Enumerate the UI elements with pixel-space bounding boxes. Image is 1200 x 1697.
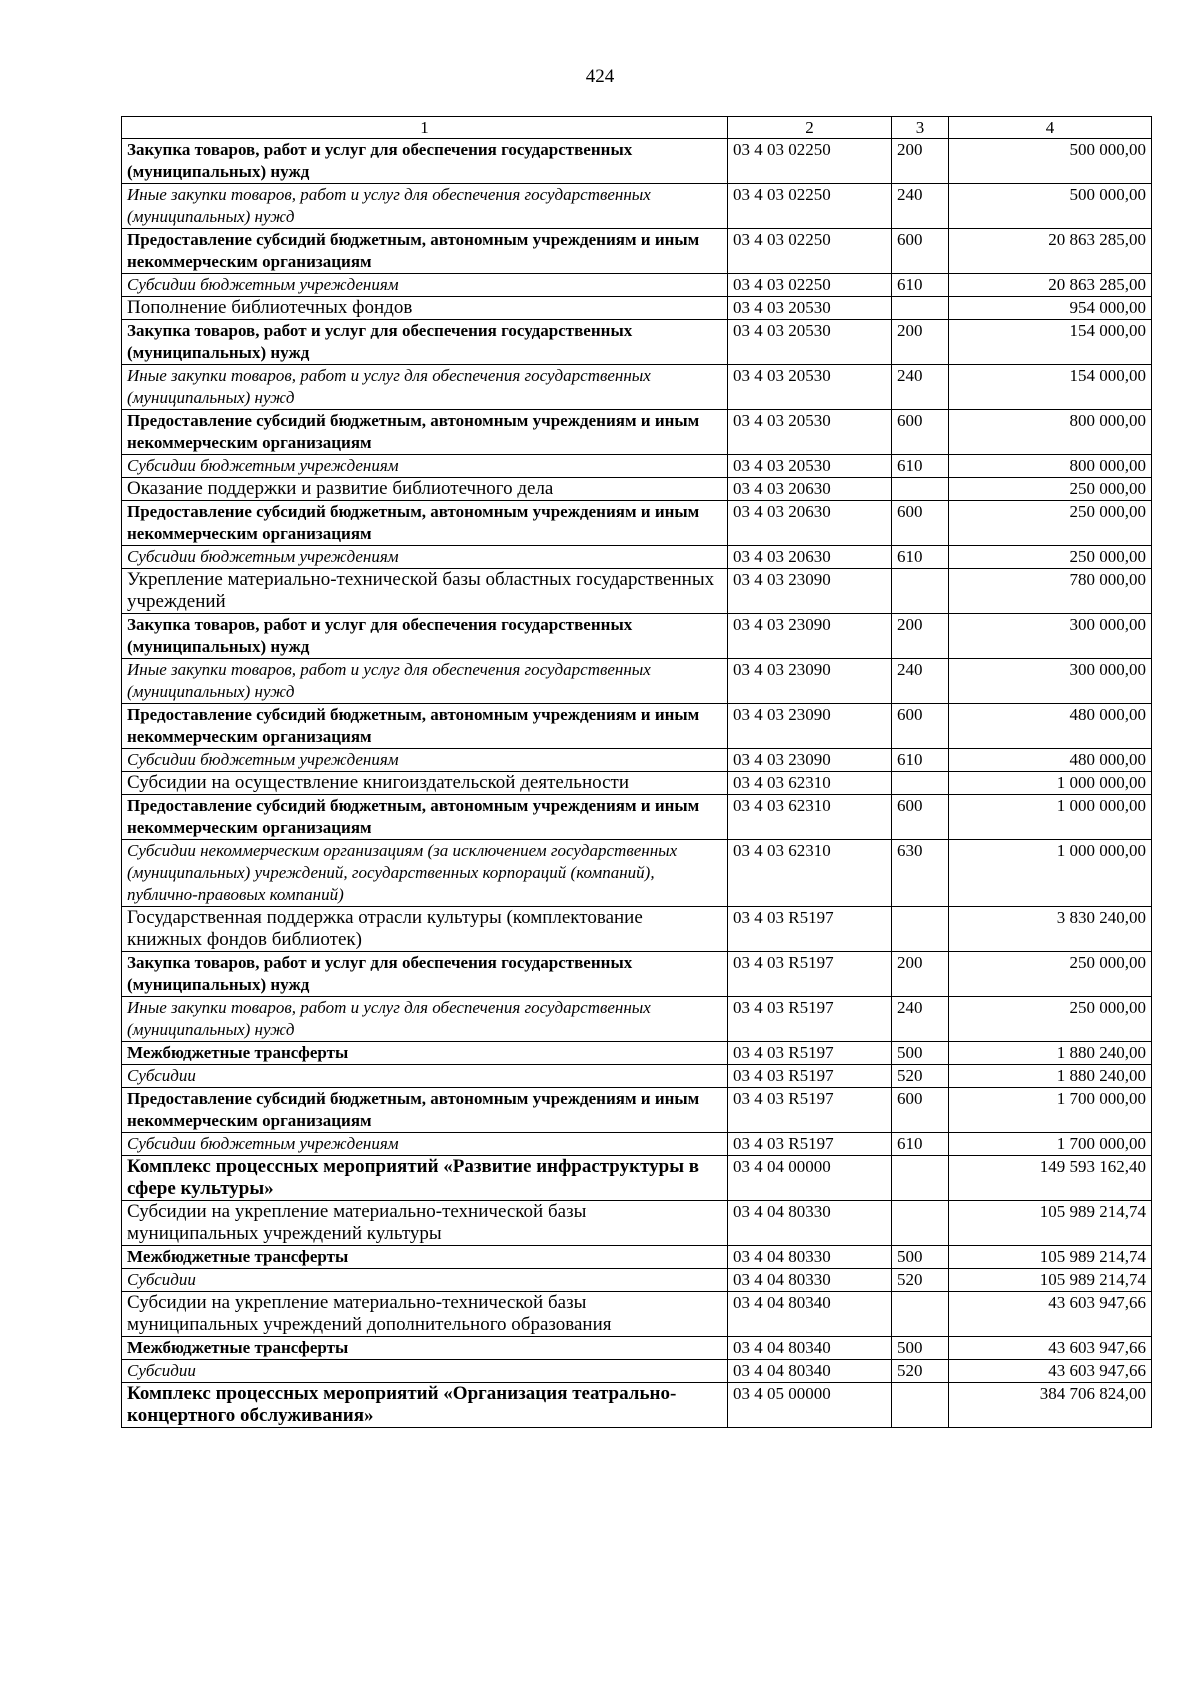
row-code-cell: 03 4 03 20630 xyxy=(728,501,892,546)
row-name-cell: Иные закупки товаров, работ и услуг для обеспечения государственных (муниципальных) нужд xyxy=(122,365,728,410)
row-name-cell: Комплекс процессных мероприятий «Развитие инфраструктуры в сфере культуры» xyxy=(122,1156,728,1201)
table-row xyxy=(122,772,1152,795)
row-name-cell: Субсидии xyxy=(122,1360,728,1383)
row-type-cell: 600 xyxy=(892,795,949,840)
table-row xyxy=(122,297,1152,320)
row-amount-cell: 43 603 947,66 xyxy=(949,1337,1152,1360)
row-code-cell: 03 4 04 80330 xyxy=(728,1246,892,1269)
table-row xyxy=(122,1156,1152,1201)
row-amount-cell: 954 000,00 xyxy=(949,297,1152,320)
row-code-cell: 03 4 03 02250 xyxy=(728,274,892,297)
row-amount-cell: 384 706 824,00 xyxy=(949,1383,1152,1428)
table-row xyxy=(122,704,1152,749)
row-code-cell: 03 4 03 R5197 xyxy=(728,907,892,952)
row-name-cell: Субсидии на укрепление материально-технической базы муниципальных учреждений культуры xyxy=(122,1201,728,1246)
table-row xyxy=(122,1065,1152,1088)
row-amount-cell: 800 000,00 xyxy=(949,455,1152,478)
row-type-cell xyxy=(892,1383,949,1428)
row-amount-cell: 3 830 240,00 xyxy=(949,907,1152,952)
row-name-cell: Оказание поддержки и развитие библиотечного дела xyxy=(122,478,728,501)
table-row xyxy=(122,1383,1152,1428)
table-row xyxy=(122,184,1152,229)
row-name-cell: Закупка товаров, работ и услуг для обеспечения государственных (муниципальных) нужд xyxy=(122,614,728,659)
table-row xyxy=(122,749,1152,772)
row-type-cell xyxy=(892,1292,949,1337)
table-row xyxy=(122,365,1152,410)
header-col-4: 4 xyxy=(949,117,1152,139)
row-amount-cell: 500 000,00 xyxy=(949,139,1152,184)
row-code-cell: 03 4 03 62310 xyxy=(728,840,892,907)
row-type-cell: 240 xyxy=(892,365,949,410)
row-code-cell: 03 4 03 20530 xyxy=(728,365,892,410)
row-amount-cell: 300 000,00 xyxy=(949,659,1152,704)
row-type-cell: 500 xyxy=(892,1337,949,1360)
row-amount-cell: 1 000 000,00 xyxy=(949,795,1152,840)
table-row xyxy=(122,410,1152,455)
row-amount-cell: 1 700 000,00 xyxy=(949,1088,1152,1133)
row-type-cell: 630 xyxy=(892,840,949,907)
row-amount-cell: 1 000 000,00 xyxy=(949,772,1152,795)
row-type-cell: 240 xyxy=(892,184,949,229)
row-code-cell: 03 4 03 20530 xyxy=(728,410,892,455)
row-name-cell: Предоставление субсидий бюджетным, автономным учреждениям и иным некоммерческим организациям xyxy=(122,229,728,274)
row-type-cell: 610 xyxy=(892,455,949,478)
table-row xyxy=(122,1360,1152,1383)
row-name-cell: Предоставление субсидий бюджетным, автономным учреждениям и иным некоммерческим организациям xyxy=(122,410,728,455)
table-row xyxy=(122,501,1152,546)
row-type-cell: 600 xyxy=(892,410,949,455)
row-type-cell: 520 xyxy=(892,1269,949,1292)
row-type-cell: 610 xyxy=(892,274,949,297)
row-code-cell: 03 4 03 R5197 xyxy=(728,952,892,997)
row-amount-cell: 250 000,00 xyxy=(949,478,1152,501)
row-name-cell: Укрепление материально-технической базы областных государственных учреждений xyxy=(122,569,728,614)
row-code-cell: 03 4 04 80330 xyxy=(728,1201,892,1246)
row-amount-cell: 250 000,00 xyxy=(949,501,1152,546)
row-type-cell xyxy=(892,478,949,501)
row-amount-cell: 105 989 214,74 xyxy=(949,1269,1152,1292)
row-name-cell: Межбюджетные трансферты xyxy=(122,1246,728,1269)
row-name-cell: Субсидии бюджетным учреждениям xyxy=(122,546,728,569)
row-type-cell: 600 xyxy=(892,1088,949,1133)
row-amount-cell: 1 880 240,00 xyxy=(949,1042,1152,1065)
row-name-cell: Закупка товаров, работ и услуг для обеспечения государственных (муниципальных) нужд xyxy=(122,320,728,365)
row-name-cell: Субсидии бюджетным учреждениям xyxy=(122,274,728,297)
row-name-cell: Предоставление субсидий бюджетным, автономным учреждениям и иным некоммерческим организациям xyxy=(122,501,728,546)
row-type-cell xyxy=(892,1156,949,1201)
page-number: 424 xyxy=(585,66,615,87)
row-code-cell: 03 4 03 R5197 xyxy=(728,1088,892,1133)
row-type-cell: 500 xyxy=(892,1246,949,1269)
row-name-cell: Государственная поддержка отрасли культуры (комплектование книжных фондов библиотек) xyxy=(122,907,728,952)
table-row xyxy=(122,274,1152,297)
row-name-cell: Иные закупки товаров, работ и услуг для обеспечения государственных (муниципальных) нужд xyxy=(122,184,728,229)
row-name-cell: Субсидии xyxy=(122,1269,728,1292)
header-col-1: 1 xyxy=(122,117,728,139)
table-row xyxy=(122,478,1152,501)
table-row xyxy=(122,1201,1152,1246)
row-code-cell: 03 4 03 20530 xyxy=(728,455,892,478)
row-amount-cell: 105 989 214,74 xyxy=(949,1246,1152,1269)
table-row xyxy=(122,1269,1152,1292)
row-type-cell: 600 xyxy=(892,704,949,749)
row-amount-cell: 300 000,00 xyxy=(949,614,1152,659)
row-name-cell: Субсидии бюджетным учреждениям xyxy=(122,1133,728,1156)
row-code-cell: 03 4 03 20630 xyxy=(728,546,892,569)
row-amount-cell: 154 000,00 xyxy=(949,320,1152,365)
row-code-cell: 03 4 03 62310 xyxy=(728,795,892,840)
row-code-cell: 03 4 03 23090 xyxy=(728,749,892,772)
table-row xyxy=(122,907,1152,952)
row-amount-cell: 480 000,00 xyxy=(949,704,1152,749)
row-code-cell: 03 4 04 80340 xyxy=(728,1292,892,1337)
row-name-cell: Межбюджетные трансферты xyxy=(122,1042,728,1065)
row-type-cell xyxy=(892,772,949,795)
table-row xyxy=(122,546,1152,569)
row-amount-cell: 1 700 000,00 xyxy=(949,1133,1152,1156)
row-type-cell: 520 xyxy=(892,1360,949,1383)
row-name-cell: Иные закупки товаров, работ и услуг для обеспечения государственных (муниципальных) нужд xyxy=(122,997,728,1042)
row-name-cell: Субсидии бюджетным учреждениям xyxy=(122,749,728,772)
row-type-cell: 610 xyxy=(892,1133,949,1156)
row-code-cell: 03 4 03 23090 xyxy=(728,614,892,659)
row-name-cell: Субсидии на укрепление материально-технической базы муниципальных учреждений дополнительного образования xyxy=(122,1292,728,1337)
table-row xyxy=(122,569,1152,614)
row-code-cell: 03 4 03 R5197 xyxy=(728,997,892,1042)
row-type-cell: 600 xyxy=(892,229,949,274)
table-row xyxy=(122,229,1152,274)
table-row xyxy=(122,455,1152,478)
row-name-cell: Межбюджетные трансферты xyxy=(122,1337,728,1360)
row-amount-cell: 20 863 285,00 xyxy=(949,274,1152,297)
row-type-cell: 600 xyxy=(892,501,949,546)
row-type-cell: 240 xyxy=(892,659,949,704)
row-name-cell: Пополнение библиотечных фондов xyxy=(122,297,728,320)
row-name-cell: Предоставление субсидий бюджетным, автономным учреждениям и иным некоммерческим организациям xyxy=(122,704,728,749)
table-row xyxy=(122,1042,1152,1065)
row-amount-cell: 250 000,00 xyxy=(949,546,1152,569)
row-amount-cell: 1 000 000,00 xyxy=(949,840,1152,907)
row-amount-cell: 149 593 162,40 xyxy=(949,1156,1152,1201)
row-code-cell: 03 4 03 62310 xyxy=(728,772,892,795)
table-row xyxy=(122,614,1152,659)
table-row xyxy=(122,320,1152,365)
row-type-cell xyxy=(892,1201,949,1246)
row-amount-cell: 780 000,00 xyxy=(949,569,1152,614)
row-amount-cell: 250 000,00 xyxy=(949,997,1152,1042)
row-type-cell: 610 xyxy=(892,749,949,772)
row-code-cell: 03 4 04 80340 xyxy=(728,1360,892,1383)
table-row xyxy=(122,840,1152,907)
row-name-cell: Закупка товаров, работ и услуг для обеспечения государственных (муниципальных) нужд xyxy=(122,139,728,184)
row-amount-cell: 43 603 947,66 xyxy=(949,1360,1152,1383)
table-row xyxy=(122,139,1152,184)
row-code-cell: 03 4 03 02250 xyxy=(728,139,892,184)
row-amount-cell: 154 000,00 xyxy=(949,365,1152,410)
table-header-row xyxy=(122,117,1152,139)
table-row xyxy=(122,1133,1152,1156)
table-row xyxy=(122,659,1152,704)
row-code-cell: 03 4 04 00000 xyxy=(728,1156,892,1201)
row-type-cell: 200 xyxy=(892,614,949,659)
row-name-cell: Субсидии xyxy=(122,1065,728,1088)
row-name-cell: Иные закупки товаров, работ и услуг для обеспечения государственных (муниципальных) нужд xyxy=(122,659,728,704)
budget-table xyxy=(121,116,1152,1428)
table-row xyxy=(122,997,1152,1042)
row-type-cell xyxy=(892,907,949,952)
row-name-cell: Субсидии бюджетным учреждениям xyxy=(122,455,728,478)
row-code-cell: 03 4 05 00000 xyxy=(728,1383,892,1428)
table-row xyxy=(122,1337,1152,1360)
row-amount-cell: 480 000,00 xyxy=(949,749,1152,772)
row-code-cell: 03 4 03 20530 xyxy=(728,320,892,365)
row-code-cell: 03 4 03 02250 xyxy=(728,229,892,274)
row-code-cell: 03 4 04 80340 xyxy=(728,1337,892,1360)
row-code-cell: 03 4 03 R5197 xyxy=(728,1133,892,1156)
row-type-cell: 500 xyxy=(892,1042,949,1065)
row-amount-cell: 500 000,00 xyxy=(949,184,1152,229)
table-row xyxy=(122,795,1152,840)
header-col-3: 3 xyxy=(892,117,949,139)
row-type-cell: 240 xyxy=(892,997,949,1042)
row-amount-cell: 250 000,00 xyxy=(949,952,1152,997)
table-row xyxy=(122,1088,1152,1133)
table-row xyxy=(122,1292,1152,1337)
row-code-cell: 03 4 03 20630 xyxy=(728,478,892,501)
table-row xyxy=(122,1246,1152,1269)
table-row xyxy=(122,952,1152,997)
row-type-cell: 610 xyxy=(892,546,949,569)
row-amount-cell: 43 603 947,66 xyxy=(949,1292,1152,1337)
row-code-cell: 03 4 04 80330 xyxy=(728,1269,892,1292)
row-name-cell: Предоставление субсидий бюджетным, автономным учреждениям и иным некоммерческим организациям xyxy=(122,795,728,840)
row-type-cell: 200 xyxy=(892,952,949,997)
row-code-cell: 03 4 03 02250 xyxy=(728,184,892,229)
row-name-cell: Субсидии некоммерческим организациям (за исключением государственных (муниципальных) учреждений, государственных корпораций (компаний), публично-правовых компаний) xyxy=(122,840,728,907)
row-code-cell: 03 4 03 23090 xyxy=(728,569,892,614)
row-type-cell: 200 xyxy=(892,139,949,184)
row-code-cell: 03 4 03 R5197 xyxy=(728,1042,892,1065)
row-amount-cell: 1 880 240,00 xyxy=(949,1065,1152,1088)
row-type-cell: 200 xyxy=(892,320,949,365)
row-type-cell xyxy=(892,569,949,614)
row-code-cell: 03 4 03 23090 xyxy=(728,704,892,749)
row-type-cell: 520 xyxy=(892,1065,949,1088)
row-type-cell xyxy=(892,297,949,320)
row-amount-cell: 20 863 285,00 xyxy=(949,229,1152,274)
row-amount-cell: 105 989 214,74 xyxy=(949,1201,1152,1246)
row-name-cell: Предоставление субсидий бюджетным, автономным учреждениям и иным некоммерческим организациям xyxy=(122,1088,728,1133)
row-name-cell: Субсидии на осуществление книгоиздательской деятельности xyxy=(122,772,728,795)
row-code-cell: 03 4 03 20530 xyxy=(728,297,892,320)
row-amount-cell: 800 000,00 xyxy=(949,410,1152,455)
row-code-cell: 03 4 03 23090 xyxy=(728,659,892,704)
row-name-cell: Закупка товаров, работ и услуг для обеспечения государственных (муниципальных) нужд xyxy=(122,952,728,997)
row-code-cell: 03 4 03 R5197 xyxy=(728,1065,892,1088)
row-name-cell: Комплекс процессных мероприятий «Организация театрально-концертного обслуживания» xyxy=(122,1383,728,1428)
header-col-2: 2 xyxy=(728,117,892,139)
